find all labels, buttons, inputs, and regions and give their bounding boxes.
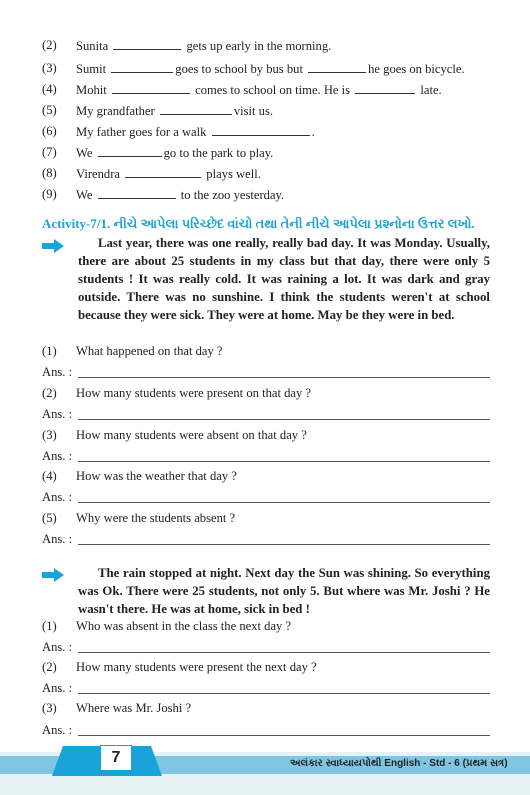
answer-label: Ans. : [42, 407, 73, 421]
blank-line[interactable] [212, 124, 310, 136]
question-text: What happened on that day ? [76, 344, 223, 358]
arrow-right-icon [42, 240, 64, 252]
blank-line[interactable] [112, 82, 190, 94]
question-number: (4) [42, 469, 57, 483]
text: comes to school on time. He is [195, 83, 351, 97]
answer-label: Ans. : [42, 449, 73, 463]
text: Mohit [76, 83, 107, 97]
answer-row [42, 407, 490, 423]
arrow-right-icon [42, 569, 64, 581]
question-text: Why were the students absent ? [76, 511, 236, 525]
answer-line[interactable] [78, 502, 490, 503]
answer-line[interactable] [78, 652, 490, 653]
answer-row [42, 490, 490, 506]
text: he goes on bicycle. [368, 62, 465, 76]
answer-label: Ans. : [42, 723, 73, 737]
answer-label: Ans. : [42, 532, 73, 546]
text: visit us. [233, 104, 274, 118]
blank-line[interactable] [125, 166, 201, 178]
item-number: (6) [42, 124, 57, 138]
answer-line[interactable] [78, 419, 490, 420]
answer-label: Ans. : [42, 490, 73, 504]
answer-row [42, 681, 490, 697]
answer-line[interactable] [78, 735, 490, 736]
activity-title: Activity-7/1. નીચે આપેલા પરિચ્છેદ વાંચો તથા તેની નીચે આપેલા પ્રશ્નોના ઉત્તર લખો. [42, 216, 475, 231]
text: My grandfather [76, 104, 155, 118]
item-number: (4) [42, 82, 57, 96]
answer-label: Ans. : [42, 365, 73, 379]
question-number: (3) [42, 428, 57, 442]
question-text: How many students were present on that day ? [76, 386, 312, 400]
question-number: (3) [42, 701, 57, 715]
answer-line[interactable] [78, 377, 490, 378]
blank-line[interactable] [355, 82, 415, 94]
question-text: Who was absent in the class the next day ? [76, 619, 292, 633]
text: My father goes for a walk [76, 125, 207, 139]
question-text: How was the weather that day ? [76, 469, 237, 483]
item-number: (7) [42, 145, 57, 159]
blank-line[interactable] [160, 103, 232, 115]
question-number: (2) [42, 386, 57, 400]
question-text: How many students were absent on that day ? [76, 428, 307, 442]
question-text: How many students were present the next day ? [76, 660, 317, 674]
text: late. [420, 83, 442, 97]
answer-label: Ans. : [42, 681, 73, 695]
text: We [76, 146, 93, 160]
question-text: Where was Mr. Joshi ? [76, 701, 192, 715]
answer-label: Ans. : [42, 640, 73, 654]
question-number: (5) [42, 511, 57, 525]
answer-row [42, 532, 490, 548]
book-title: અલંકાર સ્વાધ્યાયપોથી English - Std - 6 (પ્રથમ સત્ર) [290, 758, 508, 769]
reading-passage-1: Last year, there was one really, really bad day. It was Monday. Usually, there are about 25 students in my class but that day, there were only 5 students ! It was really cold. It was raining a lot. It was dark and gray outside. There was no sunshine. I think the students weren't at school because they were sick. They were at home. May be they were in bed. [78, 236, 490, 322]
text: . [311, 125, 315, 139]
text: plays well. [203, 167, 261, 181]
item-number: (3) [42, 61, 57, 75]
text: Sumit [76, 62, 107, 76]
answer-row [42, 640, 490, 656]
question-number: (2) [42, 660, 57, 674]
text: We [76, 188, 93, 202]
item-number: (8) [42, 166, 57, 180]
text: Virendra [76, 167, 120, 181]
page-number: 7 [100, 745, 132, 771]
blank-line[interactable] [308, 61, 366, 73]
item-number: (2) [42, 38, 57, 52]
answer-row [42, 365, 490, 381]
text: goes to school by bus but [175, 62, 303, 76]
text: to the zoo yesterday. [177, 188, 285, 202]
blank-line[interactable] [98, 145, 162, 157]
question-number: (1) [42, 344, 57, 358]
answer-row [42, 723, 490, 739]
blank-line[interactable] [113, 38, 181, 50]
blank-line[interactable] [98, 187, 176, 199]
blank-line[interactable] [111, 61, 173, 73]
answer-line[interactable] [78, 544, 490, 545]
item-number: (5) [42, 103, 57, 117]
question-number: (1) [42, 619, 57, 633]
answer-line[interactable] [78, 693, 490, 694]
text: Sunita [76, 39, 109, 53]
answer-row [42, 449, 490, 465]
item-number: (9) [42, 187, 57, 201]
answer-line[interactable] [78, 461, 490, 462]
reading-passage-2: The rain stopped at night. Next day the Sun was shining. So everything was Ok. There were 25 students, not only 5. But where was Mr. Joshi ? He wasn't there. He was at home, sick in bed ! [78, 566, 490, 616]
text: gets up early in the morning. [183, 39, 332, 53]
text: go to the park to play. [163, 146, 274, 160]
